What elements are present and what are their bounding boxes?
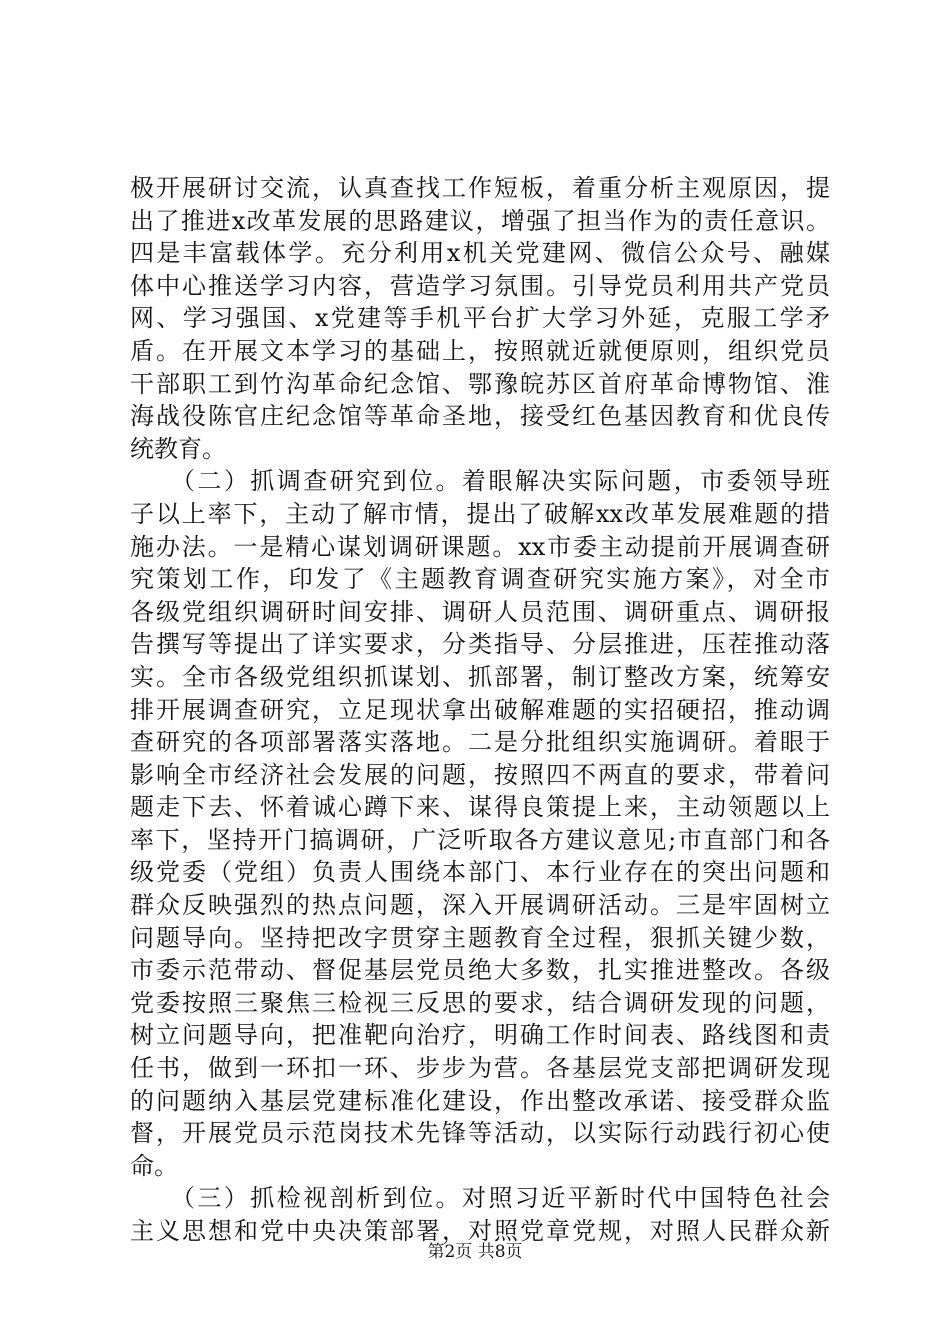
- text-line: 题走下去、怀着诚心蹲下来、谋得良策提上来，主动领题以上: [130, 793, 830, 822]
- text-line: 施办法。一是精心谋划调研课题。xx市委主动提前开展调查研: [130, 532, 830, 561]
- text-line: 统教育。: [130, 434, 226, 463]
- text-line: 问题导向。坚持把改字贯穿主题教育全过程，狠抓关键少数，: [130, 923, 830, 952]
- text-line: 盾。在开展文本学习的基础上，按照就近就便原则，组织党员: [130, 336, 830, 365]
- text-line: 群众反映强烈的热点问题，深入开展调研活动。三是牢固树立: [130, 891, 830, 920]
- text-line: 主义思想和党中央决策部署，对照党章党规，对照人民群众新: [130, 1217, 830, 1245]
- text-line: 实。全市各级党组织抓谋划、抓部署，制订整改方案，统筹安: [130, 662, 830, 691]
- body-text: [130, 172, 830, 1248]
- text-line: 体中心推送学习内容，营造学习氛围。引导党员利用共产党员: [130, 271, 830, 300]
- text-line: 率下，坚持开门搞调研，广泛听取各方建议意见;市直部门和各: [130, 825, 830, 854]
- text-line: 海战役陈官庄纪念馆等革命圣地，接受红色基因教育和优良传: [130, 402, 830, 431]
- text-line: 命。: [130, 1151, 178, 1180]
- text-line: 树立问题导向，把准靶向治疗，明确工作时间表、路线图和责: [130, 1021, 830, 1050]
- text-line: 究策划工作，印发了《主题教育调查研究实施方案》，对全市: [130, 565, 830, 594]
- text-line: 极开展研讨交流，认真查找工作短板，着重分析主观原因，提: [130, 174, 830, 202]
- text-line: 出了推进x改革发展的思路建议，增强了担当作为的责任意识。: [130, 206, 830, 235]
- text-line: 子以上率下，主动了解市情，提出了破解xx改革发展难题的措: [130, 499, 830, 528]
- text-line: 级党委（党组）负责人围绕本部门、本行业存在的突出问题和: [130, 858, 830, 887]
- text-line: 任书，做到一环扣一环、步步为营。各基层党支部把调研发现: [130, 1054, 830, 1083]
- text-line: 四是丰富载体学。充分利用x机关党建网、微信公众号、融媒: [130, 239, 830, 268]
- text-line: 各级党组织调研时间安排、调研人员范围、调研重点、调研报: [130, 597, 830, 626]
- text-line: （二）抓调查研究到位。着眼解决实际问题，市委领导班: [130, 467, 830, 496]
- text-line: 的问题纳入基层党建标准化建设，作出整改承诺、接受群众监: [130, 1086, 830, 1115]
- text-line: 干部职工到竹沟革命纪念馆、鄂豫皖苏区首府革命博物馆、淮: [130, 369, 830, 398]
- text-line: 党委按照三聚焦三检视三反思的要求，结合调研发现的问题，: [130, 988, 830, 1017]
- text-line: 告撰写等提出了详实要求，分类指导、分层推进，压茬推动落: [130, 630, 830, 659]
- text-line: 督，开展党员示范岗技术先锋等活动，以实际行动践行初心使: [130, 1119, 830, 1148]
- text-line: 市委示范带动、督促基层党员绝大多数，扎实推进整改。各级: [130, 956, 830, 985]
- text-line: 网、学习强国、x党建等手机平台扩大学习外延，克服工学矛: [130, 304, 830, 333]
- text-line: （三）抓检视剖析到位。对照习近平新时代中国特色社会: [130, 1184, 830, 1213]
- text-line: 影响全市经济社会发展的问题，按照四不两直的要求，带着问: [130, 760, 830, 789]
- page-footer: 第2页 共8页: [427, 1242, 523, 1262]
- text-line: 排开展调查研究，立足现状拿出破解难题的实招硬招，推动调: [130, 695, 830, 724]
- text-line: 查研究的各项部署落实落地。二是分批组织实施调研。着眼于: [130, 728, 830, 757]
